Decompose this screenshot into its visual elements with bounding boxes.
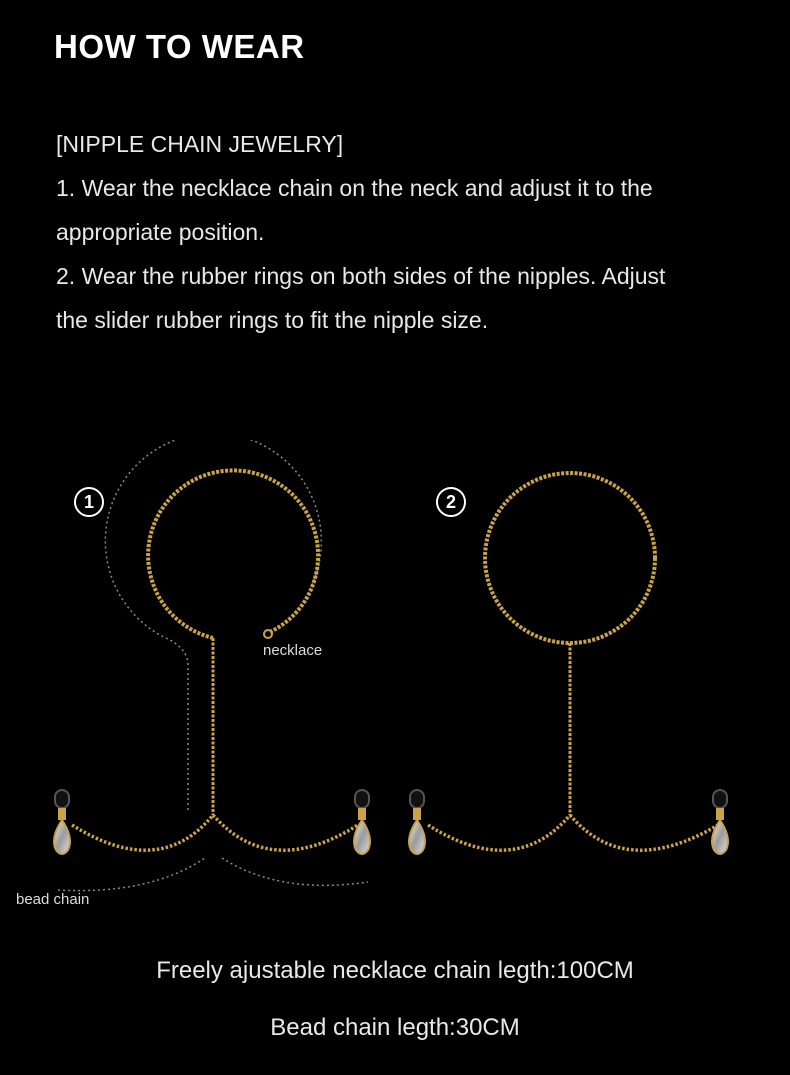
necklace-chain-closed (485, 473, 655, 643)
instructions-heading: [NIPPLE CHAIN JEWELRY] (56, 131, 344, 157)
chain-illustration (0, 440, 790, 930)
bead-length-caption: Bead chain legth:30CM (270, 1014, 520, 1041)
bead-chain-right (213, 815, 358, 850)
bead-chain-label: bead chain (16, 891, 90, 908)
step2-illustration (409, 473, 728, 854)
instructions-block (56, 122, 756, 342)
pendant-left (54, 790, 70, 854)
pendant-right (354, 790, 370, 854)
wearing-diagram (0, 440, 790, 930)
bead-chain-left (72, 815, 213, 850)
instruction-line: the slider rubber rings to fit the nipple size. (56, 307, 489, 333)
clasp-icon (264, 630, 272, 638)
instruction-line: 1. Wear the necklace chain on the neck and adjust it to the (56, 175, 653, 201)
bead-chain-right (570, 815, 718, 850)
necklace-guide-dotted (105, 440, 321, 810)
necklace-length-caption: Freely ajustable necklace chain legth:100CM (156, 957, 634, 984)
instruction-line: appropriate position. (56, 219, 265, 245)
bead-chain-guide-dotted (58, 858, 368, 891)
step-1-badge: 1 (74, 487, 104, 517)
page-title: HOW TO WEAR (54, 28, 305, 65)
necklace-label: necklace (263, 642, 323, 659)
bead-chain-left (428, 815, 570, 850)
pendant-right (712, 790, 728, 854)
instruction-line: 2. Wear the rubber rings on both sides of the nipples. Adjust (56, 263, 666, 289)
necklace-chain (148, 470, 318, 638)
pendant-left (409, 790, 425, 854)
step-2-badge: 2 (436, 487, 466, 517)
